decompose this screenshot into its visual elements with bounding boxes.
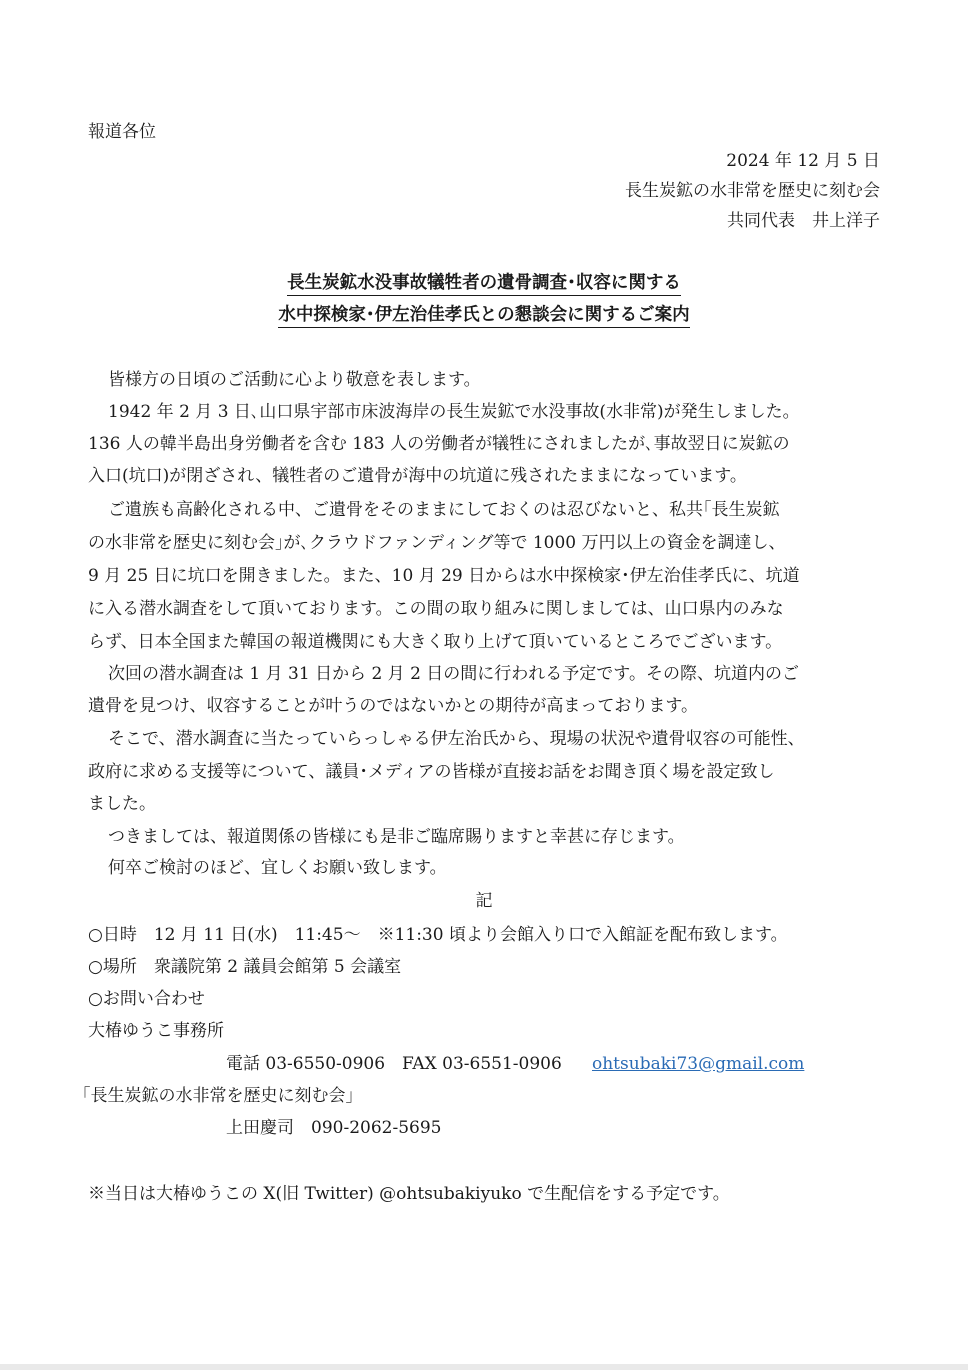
email-link[interactable]: ohtsubaki73@gmail.com <box>592 1054 805 1074</box>
footnote: ※当日は大椿ゆうこの X(旧 Twitter) @ohtsubakiyuko で生配信をする予定です。 <box>88 1184 730 1204</box>
body-line: つきましては、報道関係の皆様にも是非ご臨席賜りますと幸甚に存じます。 <box>108 827 685 847</box>
body-line: 皆様方の日頃のご活動に心より敬意を表します。 <box>108 370 481 390</box>
contact-label: ○お問い合わせ <box>88 989 205 1009</box>
body-line: らず、日本全国また韓国の報道機関にも大きく取り上げて頂いているところでございます。 <box>88 632 783 652</box>
body-line: 次回の潜水調査は 1 月 31 日から 2 月 2 日の間に行われる予定です。その際、坑道内のご <box>108 664 799 684</box>
organization-name: 長生炭鉱の水非常を歴史に刻む会 <box>625 181 880 201</box>
representative: 共同代表 井上洋子 <box>727 211 880 231</box>
body-line: ご遺族も高齢化される中、ご遺骨をそのままにしておくのは忍びないと、私共｢長生炭鉱 <box>108 500 780 520</box>
page-bottom-edge <box>0 1364 968 1370</box>
title-line-1: 長生炭鉱水没事故犠牲者の遺骨調査･収容に関する <box>0 271 968 295</box>
body-line: 遺骨を見つけ、収容することが叶うのではないかとの期待が高まっております。 <box>88 696 698 716</box>
body-line: ました。 <box>88 794 156 814</box>
body-line: の水非常を歴史に刻む会｣が､クラウドファンディング等で 1000 万円以上の資金を調達し、 <box>88 533 786 553</box>
phone-fax: 電話 03-6550-0906 FAX 03-6551-0906 <box>226 1054 562 1074</box>
body-line: に入る潜水調査をして頂いております。この間の取り組みに関しましては、山口県内のみな <box>88 599 784 619</box>
group-contact: 上田慶司 090-2062-5695 <box>226 1118 442 1138</box>
ki-heading: 記 <box>475 891 493 911</box>
body-line: 1942 年 2 月 3 日､山口県宇部市床波海岸の長生炭鉱で水没事故(水非常)が発生しました。 <box>108 402 800 422</box>
addressee: 報道各位 <box>88 122 156 142</box>
body-line: 136 人の韓半島出身労働者を含む 183 人の労働者が犠牲にされましたが､事故翌日に炭鉱の <box>88 434 790 454</box>
title-line-2: 水中探検家･伊左治佳孝氏との懇談会に関するご案内 <box>0 303 968 327</box>
body-line: 入口(坑口)が閉ざされ、犠牲者のご遺骨が海中の坑道に残されたままになっています。 <box>88 466 747 486</box>
date: 2024 年 12 月 5 日 <box>726 151 880 171</box>
office-name: 大椿ゆうこ事務所 <box>88 1021 224 1041</box>
event-place: ○場所 衆議院第 2 議員会館第 5 会議室 <box>88 957 402 977</box>
body-line: 9 月 25 日に坑口を開きました。また、10 月 29 日からは水中探検家･伊左治佳孝氏に、坑道 <box>88 566 800 586</box>
body-line: 政府に求める支援等について、議員･メディアの皆様が直接お話をお聞き頂く場を設定致し <box>88 762 775 782</box>
group-name: ｢長生炭鉱の水非常を歴史に刻む会｣ <box>82 1086 354 1106</box>
body-line: 何卒ご検討のほど、宜しくお願い致します。 <box>108 858 447 878</box>
body-line: そこで、潜水調査に当たっていらっしゃる伊左治氏から、現場の状況や遺骨収容の可能性、 <box>108 729 805 749</box>
event-datetime: ○日時 12 月 11 日(水) 11:45～ ※11:30 頃より会館入り口で入館証を配布致します。 <box>88 925 788 945</box>
